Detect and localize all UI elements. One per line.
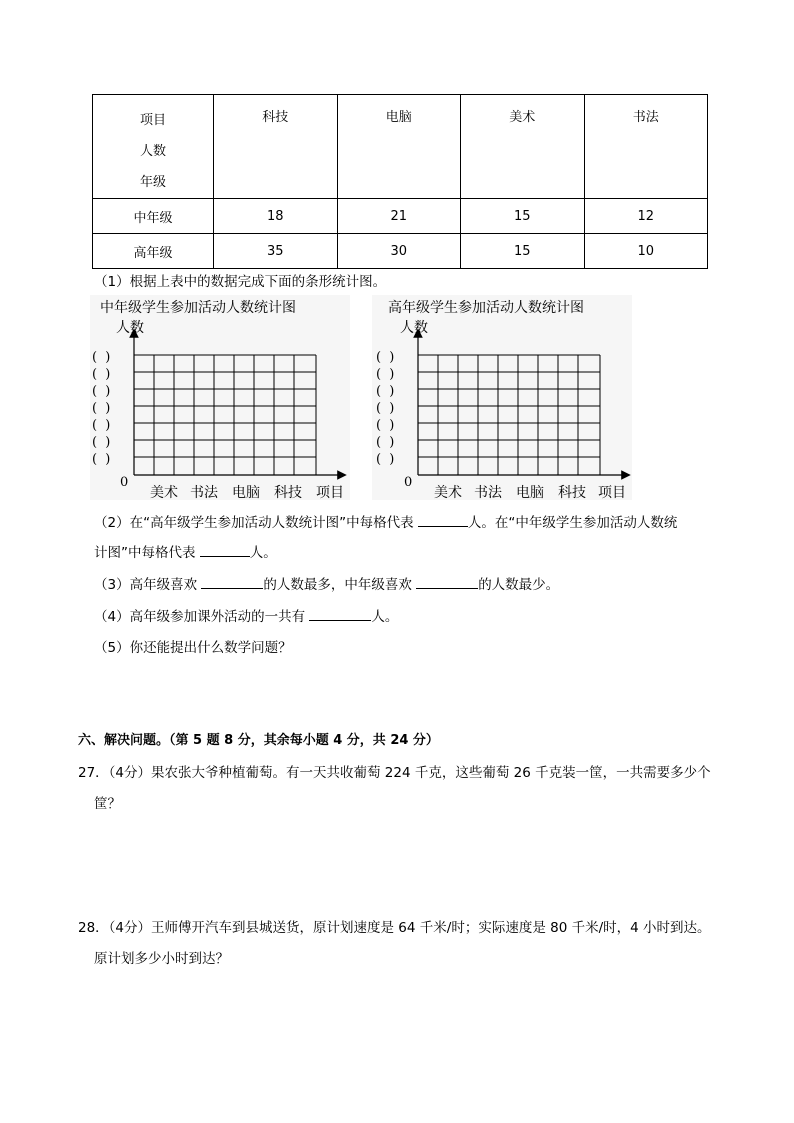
answer-blank[interactable]	[309, 608, 371, 621]
table-cell: 10	[584, 234, 708, 269]
chart-ylabel: 人数	[400, 320, 428, 336]
column-header: 书法	[584, 95, 708, 199]
column-header: 科技	[214, 95, 338, 199]
problem-27-line-2: 筐？	[94, 796, 121, 812]
x-label: 电脑	[232, 485, 260, 501]
y-tick-blank: ( )	[376, 418, 397, 433]
q3-text-b: 的人数最多，中年级喜欢	[263, 577, 412, 593]
column-header: 美术	[461, 95, 585, 199]
q2-text-b: 人。在“中年级学生参加活动人数统	[467, 515, 678, 531]
q2-text-c: 计图”中每格代表	[94, 545, 196, 561]
x-label: 美术	[150, 485, 178, 501]
question-1: （1）根据上表中的数据完成下面的条形统计图。	[94, 274, 387, 290]
table-cell: 18	[214, 199, 338, 234]
y-tick-blank: ( )	[376, 350, 397, 365]
table-cell: 12	[584, 199, 708, 234]
chart-title: 中年级学生参加活动人数统计图	[100, 300, 296, 316]
x-label: 科技	[558, 485, 586, 501]
column-header: 电脑	[337, 95, 461, 199]
answer-blank[interactable]	[416, 576, 478, 589]
x-label: 美术	[434, 485, 462, 501]
corner-label-count: 人数	[139, 144, 166, 159]
chart-high-grade	[372, 295, 632, 500]
section-6-heading: 六、解决问题。（第 5 题 8 分，其余每小题 4 分，共 24 分）	[78, 733, 439, 748]
chart-middle-grade	[90, 295, 350, 500]
q4-text-a: （4）高年级参加课外活动的一共有	[94, 609, 306, 625]
row-label: 中年级	[93, 199, 214, 234]
y-tick-blank: ( )	[92, 384, 113, 399]
y-tick-blank: ( )	[376, 384, 397, 399]
q3-text-c: 的人数最少。	[478, 577, 560, 593]
grid-axes	[90, 295, 350, 500]
corner-label-grade: 年级	[139, 175, 166, 190]
answer-blank[interactable]	[200, 544, 250, 557]
x-label: 电脑	[516, 485, 544, 501]
y-tick-blank: ( )	[92, 350, 113, 365]
table-cell: 35	[214, 234, 338, 269]
q2-text-a: （2）在“高年级学生参加活动人数统计图”中每格代表	[94, 515, 414, 531]
x-label: 项目	[316, 485, 344, 501]
y-tick-blank: ( )	[92, 418, 113, 433]
q3-text-a: （3）高年级喜欢	[94, 577, 198, 593]
corner-label-item: 项目	[139, 113, 166, 128]
table-cell: 30	[337, 234, 461, 269]
problem-27-line-1: 27．（4分）果农张大爷种植葡萄。有一天共收葡萄 224 千克，这些葡萄 26 千克装一筐，一共需要多少个	[78, 765, 711, 781]
question-2-line-2	[94, 541, 277, 561]
y-tick-blank: ( )	[376, 401, 397, 416]
q4-text-b: 人。	[371, 609, 399, 625]
answer-blank[interactable]	[201, 576, 263, 589]
problem-28-line-2: 原计划多少小时到达？	[94, 951, 229, 967]
x-label: 书法	[190, 485, 218, 501]
origin-label: 0	[404, 475, 413, 490]
x-label: 科技	[274, 485, 302, 501]
question-4	[94, 605, 398, 625]
chart-title: 高年级学生参加活动人数统计图	[388, 300, 584, 316]
activity-table	[92, 94, 708, 269]
origin-label: 0	[120, 475, 129, 490]
table-cell: 21	[337, 199, 461, 234]
y-tick-blank: ( )	[92, 452, 113, 467]
grid-axes	[372, 295, 632, 500]
x-label: 项目	[598, 485, 626, 501]
table-cell: 15	[461, 199, 585, 234]
table-cell: 15	[461, 234, 585, 269]
question-3	[94, 573, 559, 593]
q2-text-d: 人。	[249, 545, 277, 561]
row-label: 高年级	[93, 234, 214, 269]
y-tick-blank: ( )	[92, 367, 113, 382]
y-tick-blank: ( )	[92, 435, 113, 450]
y-tick-blank: ( )	[376, 452, 397, 467]
table-row	[93, 234, 708, 269]
answer-blank[interactable]	[418, 514, 468, 527]
y-tick-blank: ( )	[376, 367, 397, 382]
y-tick-blank: ( )	[92, 401, 113, 416]
x-label: 书法	[474, 485, 502, 501]
question-2-line-1	[94, 511, 677, 531]
question-5: （5）你还能提出什么数学问题？	[94, 640, 292, 656]
chart-ylabel: 人数	[116, 320, 144, 336]
table-corner-cell	[93, 95, 214, 199]
y-tick-blank: ( )	[376, 435, 397, 450]
problem-28-line-1: 28．（4分）王师傅开汽车到县城送货，原计划速度是 64 千米/时；实际速度是 80 千米/时，4 小时到达。	[78, 920, 711, 936]
table-row	[93, 199, 708, 234]
